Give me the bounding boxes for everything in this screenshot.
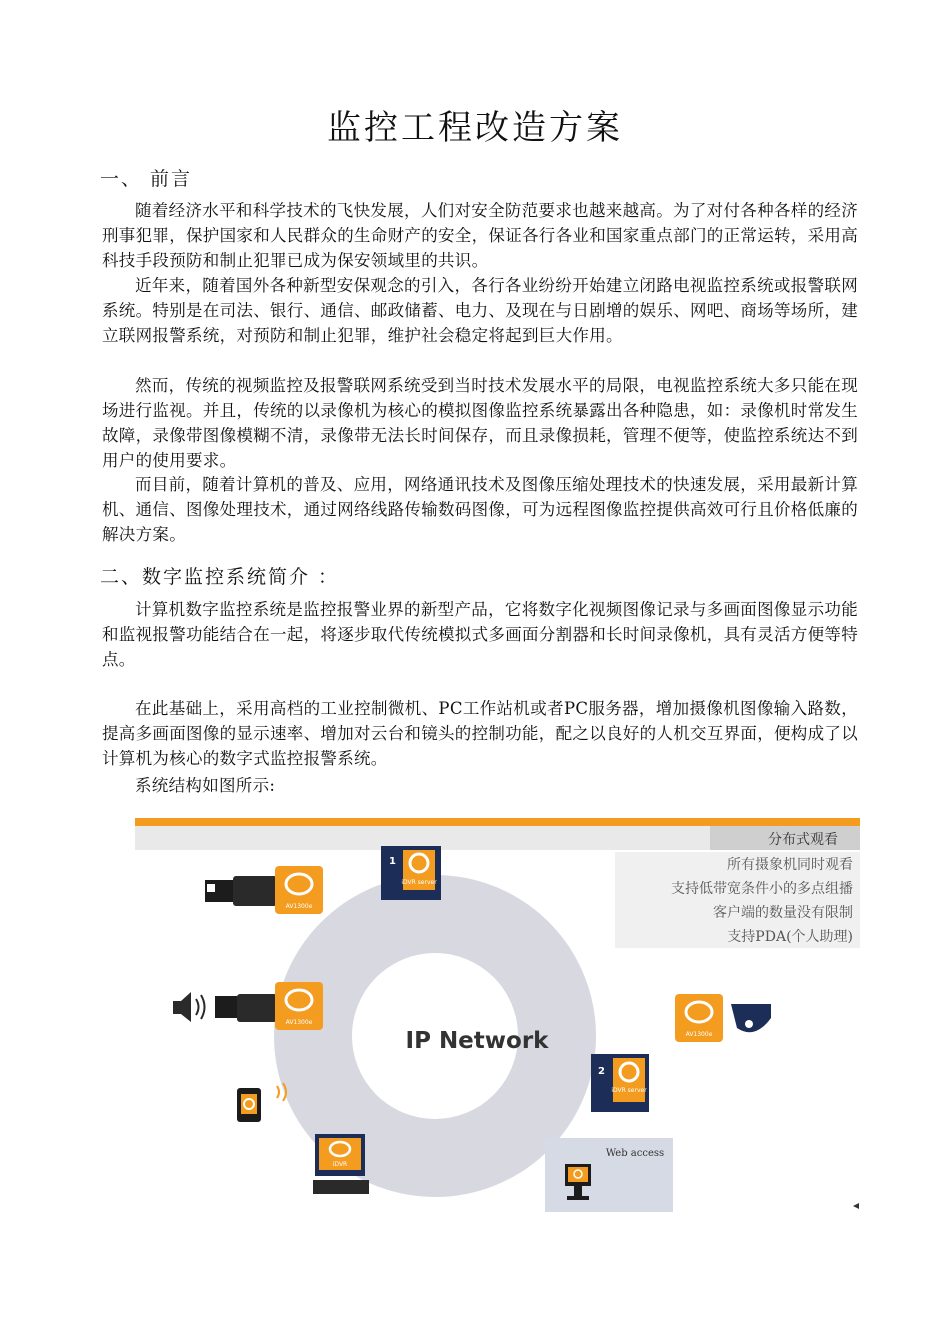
document-title: 监控工程改造方案	[327, 108, 623, 148]
banner-top-stripe	[135, 818, 860, 826]
server-2-icon	[591, 1054, 649, 1112]
section-heading-preface: 一、 前言	[100, 168, 193, 190]
camera-icon	[215, 994, 277, 1022]
paragraph: 而目前，随着计算机的普及、应用，网络通讯技术及图像压缩处理技术的快速发展，采用最新计算机、通信、图像处理技术，通过网络线路传输数码图像，可为远程图像监控提供高效可行且价格低廉的解决方案。	[102, 475, 858, 544]
encoder-label: AV1300e	[285, 1019, 313, 1026]
camera-icon	[205, 876, 277, 906]
encoder-icon	[275, 866, 323, 914]
client-label: iDVR	[332, 1161, 348, 1168]
feature-line: 支持低带宽条件小的多点组播	[671, 881, 853, 897]
network-label: IP Network	[405, 1028, 549, 1054]
feature-line: 客户端的数量没有限制	[713, 905, 853, 921]
paragraph: 近年来，随着国外各种新型安保观念的引入，各行各业纷纷开始建立闭路电视监控系统或报警联网系统。特别是在司法、银行、通信、邮政储蓄、电力、及现在与日剧增的娱乐、网吧、商场等场所，建立联网报警系统，对预防和制止犯罪，维护社会稳定将起到巨大作用。	[102, 276, 858, 345]
section-heading-intro: 二、数字监控系统简介 ：	[100, 566, 340, 588]
server-1-label: iDVR server	[401, 879, 437, 886]
system-structure-diagram	[135, 818, 860, 1218]
pda-icon	[237, 1083, 286, 1122]
feature-line: 所有摄象机同时观看	[727, 857, 853, 873]
client-computer-icon	[313, 1134, 369, 1194]
dome-camera-icon	[731, 1004, 771, 1032]
paragraph: 然而，传统的视频监控及报警联网系统受到当时技术发展水平的局限，电视监控系统大多只能在现场进行监视。并且，传统的以录像机为核心的模拟图像监控系统暴露出各种隐患，如：录像机时常发生故障，录像带图像模糊不清，录像带无法长时间保存，而且录像损耗，管理不便等，使监控系统达不到用户的使用要求。	[102, 376, 858, 470]
server-1-icon	[381, 846, 441, 900]
corner-arrow-icon	[853, 1203, 859, 1209]
server-1-number: 1	[389, 856, 396, 867]
paragraph: 随着经济水平和科学技术的飞快发展，人们对安全防范要求也越来越高。为了对付各种各样的经济刑事犯罪，保护国家和人民群众的生命财产的安全，保证各行各业和国家重点部门的正常运转，采用高科技手段预防和制止犯罪已成为保安领域里的共识。	[102, 201, 858, 270]
encoder-label: AV1300e	[685, 1031, 713, 1038]
speaker-icon	[173, 992, 205, 1022]
feature-line: 支持PDA(个人助理)	[727, 929, 853, 945]
paragraph: 计算机数字监控系统是监控报警业界的新型产品，它将数字化视频图像记录与多画面图像显示功能和监视报警功能结合在一起，将逐步取代传统模拟式多画面分割器和长时间录像机，具有灵活方便等特点。	[102, 600, 858, 669]
paragraph: 在此基础上，采用高档的工业控制微机、PC工作站机或者PC服务器，增加摄像机图像输入路数，提高多画面图像的显示速率、增加对云台和镜头的控制功能，配之以良好的人机交互界面，便构成了以计算机为核心的数字式监控报警系统。	[102, 699, 858, 768]
banner-label: 分布式观看	[768, 832, 838, 848]
server-2-number: 2	[598, 1066, 605, 1077]
encoder-label: AV1300e	[285, 903, 313, 910]
web-access-label: Web access	[605, 1148, 665, 1159]
server-2-label: iDVR server	[611, 1087, 647, 1094]
figure-caption: 系统结构如图所示:	[135, 776, 276, 795]
encoder-icon	[275, 982, 323, 1030]
web-access-panel	[545, 1138, 673, 1212]
encoder-icon	[675, 994, 723, 1042]
